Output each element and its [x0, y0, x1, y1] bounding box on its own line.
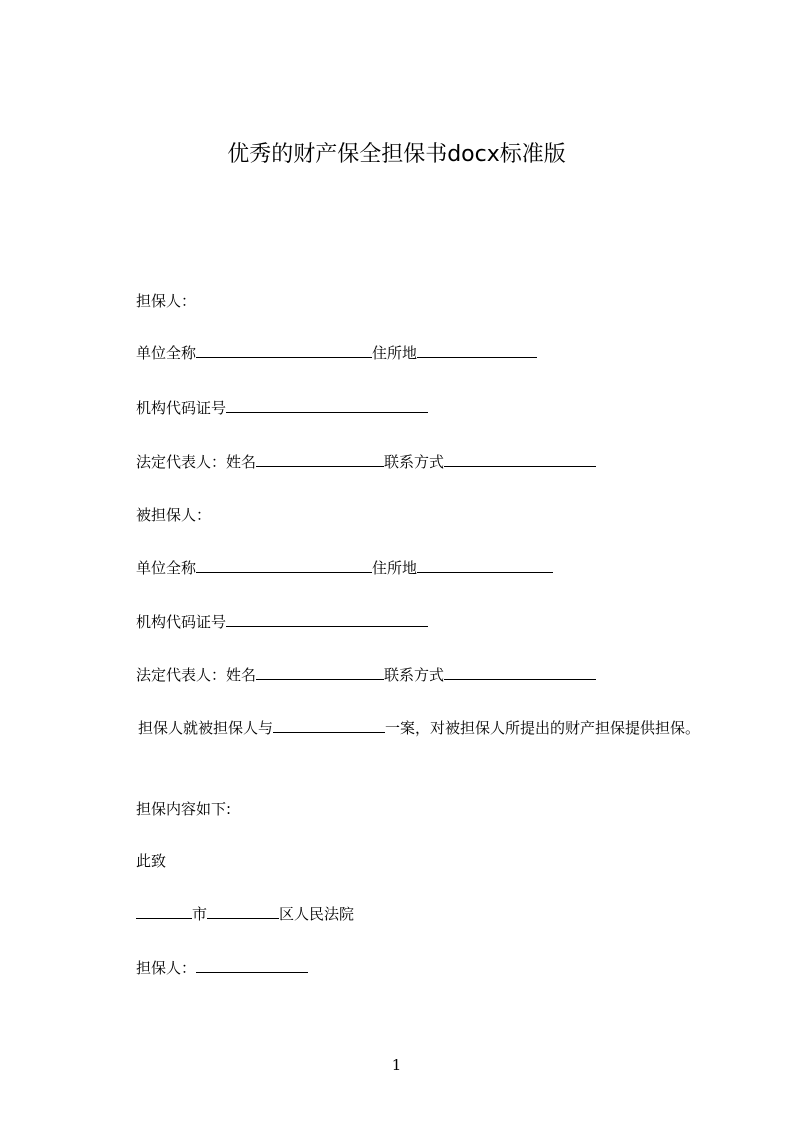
guaranteed-unit-row [136, 557, 553, 579]
guarantor-legal-rep-label: 法定代表人：姓名 [136, 453, 257, 471]
salutation: 此致 [136, 852, 167, 870]
page-number: 1 [391, 1056, 402, 1074]
guaranteed-unit-name-label: 单位全称 [136, 559, 197, 577]
guaranteed-org-code-blank[interactable] [226, 611, 428, 627]
guarantor-address-label: 住所地 [372, 344, 418, 362]
city-label: 市 [192, 905, 208, 923]
guaranteed-legal-rep-row [136, 664, 596, 686]
guaranteed-org-code-label: 机构代码证号 [136, 613, 227, 631]
guaranteed-legal-rep-blank[interactable] [256, 664, 384, 680]
district-court-label: 区人民法院 [279, 905, 355, 923]
guarantor-legal-rep-row [136, 451, 596, 473]
guaranteed-legal-rep-label: 法定代表人：姓名 [136, 666, 257, 684]
guarantor-unit-row [136, 342, 537, 364]
statement-part1: 担保人就被担保人与 [138, 719, 274, 737]
guarantor-unit-name-blank[interactable] [196, 342, 372, 358]
guaranteed-unit-name-blank[interactable] [196, 557, 372, 573]
case-name-blank[interactable] [273, 717, 385, 733]
court-row [136, 903, 354, 925]
signature-row [136, 957, 308, 979]
guaranteed-contact-label: 联系方式 [384, 666, 445, 684]
guaranteed-address-label: 住所地 [372, 559, 418, 577]
guarantor-contact-label: 联系方式 [384, 453, 445, 471]
guarantor-legal-rep-blank[interactable] [256, 451, 384, 467]
guarantor-address-blank[interactable] [417, 342, 537, 358]
guaranteed-org-code-row [136, 611, 428, 633]
district-blank[interactable] [207, 903, 279, 919]
city-blank[interactable] [136, 903, 192, 919]
guaranteed-contact-blank[interactable] [444, 664, 596, 680]
guarantor-unit-name-label: 单位全称 [136, 344, 197, 362]
signature-label: 担保人： [136, 959, 197, 977]
guarantor-org-code-row [136, 397, 428, 419]
guarantee-statement [105, 716, 705, 740]
guaranteed-address-blank[interactable] [417, 557, 553, 573]
guarantor-org-code-blank[interactable] [226, 397, 428, 413]
guarantor-contact-blank[interactable] [444, 451, 596, 467]
guaranteed-heading: 被担保人： [136, 506, 212, 524]
signature-blank[interactable] [196, 957, 308, 973]
content-heading: 担保内容如下: [136, 800, 232, 818]
guarantor-org-code-label: 机构代码证号 [136, 399, 227, 417]
document-title: 优秀的财产保全担保书docx标准版 [227, 142, 566, 167]
guarantor-heading: 担保人： [136, 292, 197, 310]
statement-part2: 一案，对被担保人所提出的财产担保提供担保。 [385, 719, 701, 737]
